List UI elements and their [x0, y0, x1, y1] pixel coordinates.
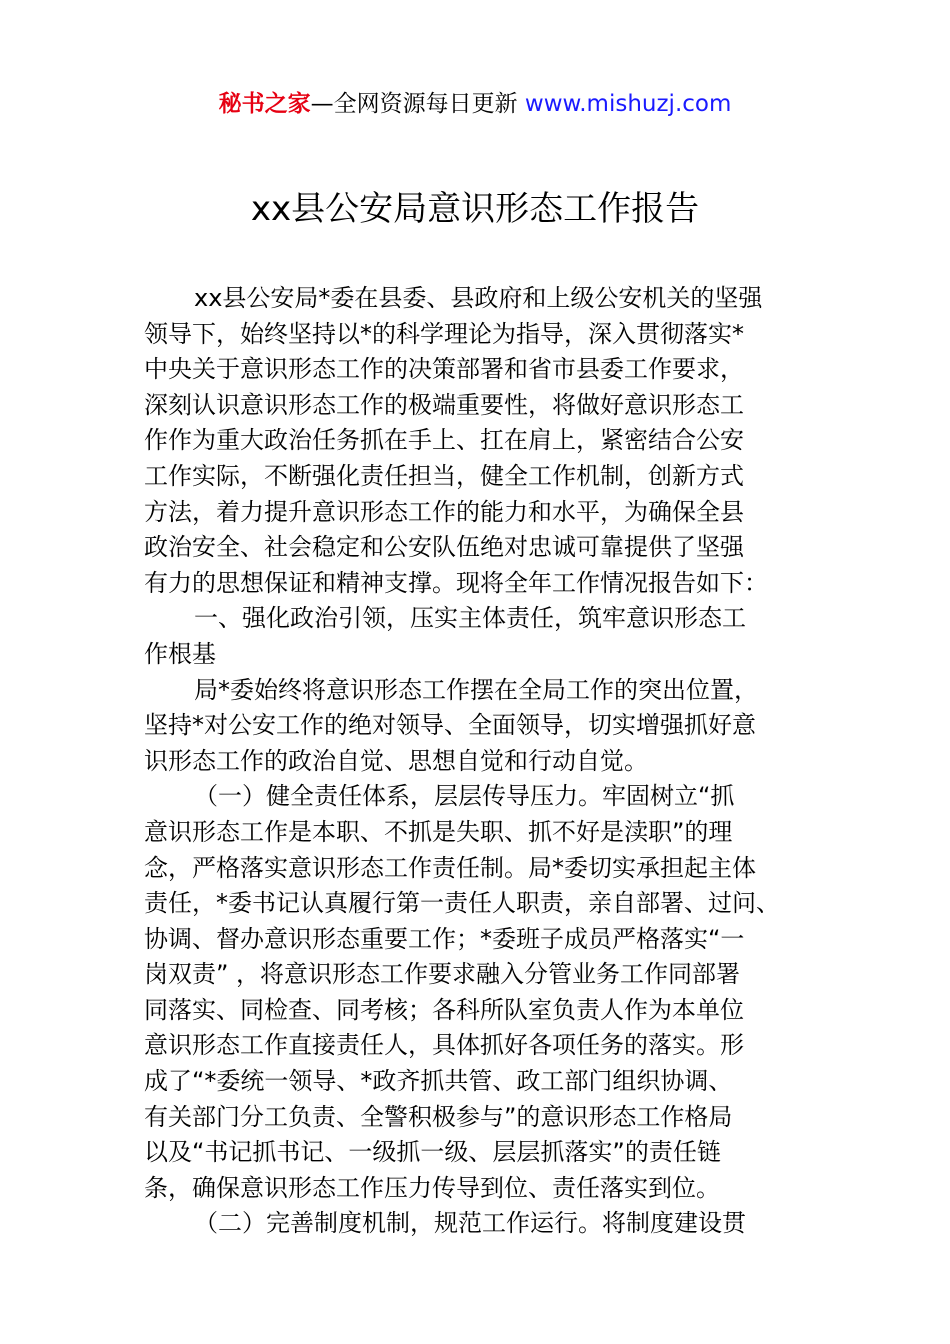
text-line: 工作实际，不断强化责任担当，健全工作机制，创新方式	[144, 461, 744, 490]
text-line: 意识形态工作直接责任人，具体抓好各项任务的落实。形	[144, 1031, 744, 1060]
document-body	[144, 281, 808, 1242]
text-line: 中央关于意识形态工作的决策部署和省市县委工作要求，	[144, 355, 744, 384]
text-line: 协调、督办意识形态重要工作；*委班子成员严格落实“一	[144, 924, 745, 953]
text-line: 政治安全、社会稳定和公安队伍绝对忠诚可靠提供了坚强	[144, 533, 744, 562]
text-line: 识形态工作的政治自觉、思想自觉和行动自觉。	[144, 746, 648, 775]
section-heading-line: 一、强化政治引领，压实主体责任，筑牢意识形态工	[194, 604, 746, 633]
text-line: 方法，着力提升意识形态工作的能力和水平，为确保全县	[144, 497, 744, 526]
text-line: 条，确保意识形态工作压力传导到位、责任落实到位。	[144, 1173, 720, 1202]
text-line: （一）健全责任体系，层层传导压力。牢固树立“抓	[194, 782, 735, 811]
text-line: 责任，*委书记认真履行第一责任人职责，亲自部署、过问、	[144, 889, 780, 918]
text-line: 意识形态工作是本职、不抓是失职、抓不好是渎职”的理	[144, 817, 733, 846]
text-line: 岗双责” ，将意识形态工作要求融入分管业务工作同部署	[144, 960, 741, 989]
header-slogan: —全网资源每日更新	[310, 91, 525, 117]
text-line: 以及“书记抓书记、一级抓一级、层层抓落实”的责任链	[144, 1138, 721, 1167]
text-line: 有关部门分工负责、全警积极参与”的意识形态工作格局	[144, 1102, 733, 1131]
brand-name: 秘书之家	[218, 91, 311, 117]
text-line: 深刻认识意识形态工作的极端重要性，将做好意识形态工	[144, 390, 744, 419]
site-header	[0, 88, 950, 120]
text-line: 同落实、同检查、同考核；各科所队室负责人作为本单位	[144, 995, 744, 1024]
section-heading-line: 作根基	[144, 639, 216, 668]
text-line: 作作为重大政治任务抓在手上、扛在肩上，紧密结合公安	[144, 426, 744, 455]
text-line: 局*委始终将意识形态工作摆在全局工作的突出位置，	[194, 675, 758, 704]
text-line: 成了“*委统一领导、*政齐抓共管、政工部门组织协调、	[144, 1067, 733, 1096]
text-line: 领导下，始终坚持以*的科学理论为指导，深入贯彻落实*	[144, 319, 744, 348]
text-line: 坚持*对公安工作的绝对领导、全面领导，切实增强抓好意	[144, 711, 756, 740]
site-url-link[interactable]: www.mishuzj.com	[524, 91, 732, 117]
text-line: 念，严格落实意识形态工作责任制。局*委切实承担起主体	[144, 853, 756, 882]
document-title: xx县公安局意识形态工作报告	[250, 189, 700, 229]
text-line: 有力的思想保证和精神支撑。现将全年工作情况报告如下：	[144, 568, 768, 597]
text-line: （二）完善制度机制，规范工作运行。将制度建设贯	[194, 1209, 746, 1238]
text-line: xx县公安局*委在县委、县政府和上级公安机关的坚强	[194, 284, 763, 312]
